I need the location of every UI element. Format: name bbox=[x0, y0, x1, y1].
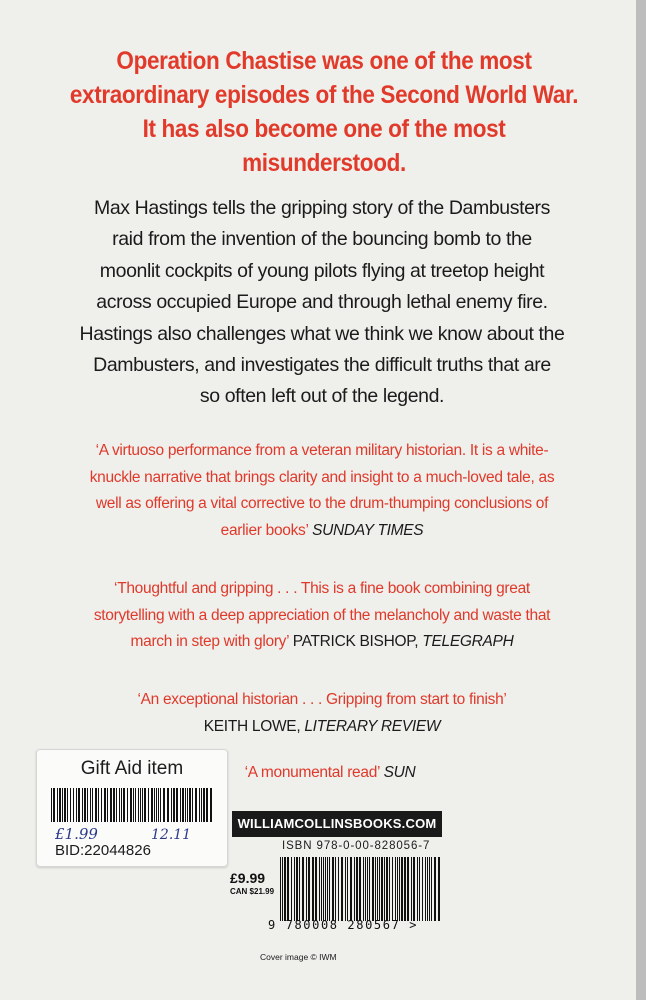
review-quote-sun bbox=[200, 760, 460, 787]
barcode-stripe bbox=[140, 788, 141, 822]
barcode-stripe bbox=[350, 857, 352, 921]
quote-source: KEITH LOWE, LITERARY REVIEW bbox=[203, 717, 441, 735]
barcode-stripe bbox=[431, 857, 432, 921]
barcode-stripe bbox=[395, 857, 396, 921]
sticker-label: Gift Aid item bbox=[80, 758, 184, 779]
barcode-stripe bbox=[291, 857, 292, 921]
review-quote-telegraph bbox=[30, 576, 614, 656]
barcode-stripe bbox=[422, 857, 423, 921]
barcode-stripe bbox=[302, 857, 304, 921]
barcode-stripe bbox=[119, 788, 120, 822]
barcode-stripe bbox=[332, 857, 334, 921]
barcode-stripe bbox=[144, 788, 146, 822]
barcode-stripe bbox=[185, 788, 186, 822]
barcode-stripe bbox=[130, 788, 132, 822]
barcode-stripe bbox=[67, 788, 68, 822]
quote-line: storytelling with a deep appreciation of the melancholy and waste that bbox=[93, 606, 551, 624]
barcode-stripe bbox=[284, 857, 286, 921]
barcode-stripe bbox=[347, 857, 348, 921]
barcode-stripe bbox=[438, 857, 440, 921]
barcode-stripe bbox=[98, 788, 99, 822]
barcode-stripe bbox=[306, 857, 307, 921]
barcode-stripe bbox=[386, 857, 388, 921]
barcode-stripe bbox=[419, 857, 420, 921]
quote-line: ‘A monumental read’ bbox=[244, 764, 380, 781]
cover-image-credit: Cover image © IWM bbox=[260, 952, 337, 962]
barcode-stripe bbox=[195, 788, 197, 822]
barcode-stripe bbox=[203, 788, 205, 822]
barcode-stripe bbox=[59, 788, 61, 822]
isbn-number: ISBN 978-0-00-828056-7 bbox=[282, 840, 431, 852]
barcode-stripe bbox=[76, 788, 77, 822]
barcode-stripe bbox=[294, 857, 295, 921]
blurb-line: moonlit cockpits of young pilots flying at treetop height bbox=[99, 259, 545, 282]
barcode-stripe bbox=[110, 788, 112, 822]
barcode-stripe bbox=[210, 788, 212, 822]
barcode-stripe bbox=[113, 788, 115, 822]
barcode-stripe bbox=[121, 788, 122, 822]
sticker-bid: BID:22044826 bbox=[55, 842, 151, 859]
barcode-stripe bbox=[367, 857, 368, 921]
blurb-paragraph bbox=[20, 193, 624, 413]
barcode-stripe bbox=[57, 788, 58, 822]
barcode-stripe bbox=[399, 857, 400, 921]
blurb-line: so often left out of the legend. bbox=[199, 385, 445, 408]
barcode-stripe bbox=[287, 857, 289, 921]
barcode-stripe bbox=[107, 788, 108, 822]
barcode-stripe bbox=[201, 788, 202, 822]
barcode-stripe bbox=[365, 857, 366, 921]
headline-line: Operation Chastise was one of the most bbox=[116, 47, 532, 75]
barcode-stripe bbox=[338, 857, 339, 921]
barcode-stripe bbox=[70, 788, 71, 822]
barcode-stripe bbox=[413, 857, 415, 921]
barcode-stripe bbox=[189, 788, 191, 822]
barcode-stripe bbox=[327, 857, 328, 921]
barcode-stripe bbox=[329, 857, 330, 921]
barcode-stripe bbox=[280, 857, 281, 921]
barcode-stripe bbox=[173, 788, 175, 822]
barcode-stripe bbox=[434, 857, 436, 921]
barcode-digits: 9 780008 280567 > bbox=[268, 918, 419, 932]
barcode-stripe bbox=[127, 788, 128, 822]
barcode-stripe bbox=[296, 857, 298, 921]
barcode-stripe bbox=[187, 788, 188, 822]
barcode-stripe bbox=[397, 857, 398, 921]
barcode-stripe bbox=[377, 857, 378, 921]
review-quote-sunday-times bbox=[30, 438, 614, 545]
price-uk: £9.99 bbox=[230, 870, 266, 886]
barcode-stripe bbox=[417, 857, 418, 921]
barcode-stripe bbox=[176, 788, 178, 822]
headline-line: It has also become one of the most misunderstood. bbox=[142, 115, 506, 177]
barcode-stripe bbox=[104, 788, 106, 822]
barcode-stripe bbox=[315, 857, 317, 921]
quote-line: earlier books’ bbox=[220, 522, 309, 540]
barcode-stripe bbox=[180, 788, 181, 822]
barcode-stripe bbox=[404, 857, 406, 921]
quote-line: ‘Thoughtful and gripping . . . This is a fine book combining great bbox=[114, 580, 530, 597]
barcode-stripe bbox=[429, 857, 430, 921]
barcode-stripe bbox=[206, 788, 208, 822]
barcode-stripe bbox=[369, 857, 370, 921]
price-can: CAN $21.99 bbox=[230, 887, 275, 896]
barcode-stripe bbox=[384, 857, 385, 921]
barcode-stripe bbox=[171, 788, 172, 822]
barcode-stripe bbox=[64, 788, 66, 822]
barcode-stripe bbox=[345, 857, 346, 921]
barcode-stripe bbox=[92, 788, 93, 822]
barcode-stripe bbox=[427, 857, 428, 921]
barcode-stripe bbox=[158, 788, 159, 822]
barcode-stripe bbox=[84, 788, 86, 822]
barcode-stripe bbox=[62, 788, 63, 822]
barcode-stripe bbox=[163, 788, 165, 822]
barcode-stripe bbox=[299, 857, 300, 921]
barcode-stripe bbox=[401, 857, 403, 921]
isbn-barcode bbox=[280, 857, 442, 921]
quote-line: well as offering a vital corrective to the drum-thumping conclusions of bbox=[95, 495, 549, 513]
barcode-stripe bbox=[148, 788, 149, 822]
publisher-website: WILLIAMCOLLINSBOOKS.COM bbox=[232, 811, 442, 837]
quote-source: SUNDAY TIMES bbox=[312, 522, 424, 540]
barcode-stripe bbox=[325, 857, 326, 921]
barcode-stripe bbox=[372, 857, 374, 921]
headline-line: extraordinary episodes of the Second World War. bbox=[69, 81, 579, 109]
blurb-line: Max Hastings tells the gripping story of the Dambusters bbox=[94, 197, 550, 219]
isbn-barcode-block bbox=[230, 840, 450, 940]
barcode-stripe bbox=[319, 857, 320, 921]
barcode-stripe bbox=[341, 857, 343, 921]
barcode-stripe bbox=[308, 857, 310, 921]
blurb-line: across occupied Europe and through lethal enemy fire. bbox=[96, 291, 548, 314]
barcode-stripe bbox=[101, 788, 102, 822]
barcode-stripe bbox=[51, 788, 52, 822]
barcode-stripe bbox=[199, 788, 200, 822]
barcode-stripe bbox=[82, 788, 83, 822]
barcode-stripe bbox=[411, 857, 412, 921]
barcode-stripe bbox=[389, 857, 390, 921]
barcode-stripe bbox=[160, 788, 161, 822]
barcode-stripe bbox=[335, 857, 336, 921]
quote-source: PATRICK BISHOP, TELEGRAPH bbox=[292, 633, 514, 651]
barcode-stripe bbox=[363, 857, 364, 921]
handwritten-note bbox=[55, 825, 225, 843]
barcode-stripe bbox=[151, 788, 153, 822]
barcode-stripe bbox=[192, 788, 193, 822]
barcode-stripe bbox=[53, 788, 55, 822]
barcode-stripe bbox=[135, 788, 136, 822]
barcode-stripe bbox=[282, 857, 283, 921]
barcode-stripe bbox=[142, 788, 143, 822]
handwritten-date: 12.11 bbox=[151, 827, 192, 843]
barcode-stripe bbox=[312, 857, 314, 921]
barcode-stripe bbox=[356, 857, 358, 921]
quote-line: march in step with glory’ bbox=[130, 633, 289, 651]
barcode-stripe bbox=[167, 788, 169, 822]
barcode-stripe bbox=[407, 857, 409, 921]
barcode-stripe bbox=[392, 857, 393, 921]
barcode-stripe bbox=[354, 857, 355, 921]
headline bbox=[59, 44, 588, 180]
quote-line: ‘An exceptional historian . . . Gripping from start to finish’ bbox=[137, 691, 507, 708]
barcode-stripe bbox=[133, 788, 134, 822]
blurb-line: Hastings also challenges what we think we know about the bbox=[79, 322, 565, 345]
quote-line: knuckle narrative that brings clarity and insight to a much-loved tale, as bbox=[89, 468, 555, 486]
sticker-barcode bbox=[51, 788, 213, 822]
gift-aid-sticker bbox=[36, 749, 228, 867]
barcode-stripe bbox=[321, 857, 322, 921]
quote-source: SUN bbox=[383, 764, 416, 781]
page-edge bbox=[636, 0, 646, 1000]
quote-line: ‘A virtuoso performance from a veteran military historian. It is a white- bbox=[95, 442, 549, 459]
barcode-stripe bbox=[78, 788, 80, 822]
barcode-stripe bbox=[116, 788, 117, 822]
barcode-stripe bbox=[381, 857, 383, 921]
barcode-stripe bbox=[73, 788, 74, 822]
barcode-stripe bbox=[375, 857, 376, 921]
barcode-stripe bbox=[90, 788, 91, 822]
barcode-stripe bbox=[138, 788, 139, 822]
barcode-stripe bbox=[182, 788, 184, 822]
barcode-stripe bbox=[156, 788, 157, 822]
barcode-stripe bbox=[379, 857, 380, 921]
handwritten-price: £1.99 bbox=[55, 825, 98, 843]
blurb-line: Dambusters, and investigates the difficult truths that are bbox=[93, 354, 551, 377]
barcode-stripe bbox=[123, 788, 125, 822]
barcode-stripe bbox=[323, 857, 324, 921]
review-quote-literary-review bbox=[30, 687, 614, 740]
barcode-stripe bbox=[359, 857, 361, 921]
barcode-stripe bbox=[95, 788, 97, 822]
barcode-stripe bbox=[154, 788, 155, 822]
barcode-stripe bbox=[87, 788, 88, 822]
barcode-stripe bbox=[425, 857, 426, 921]
blurb-line: raid from the invention of the bouncing bomb to the bbox=[112, 228, 532, 251]
